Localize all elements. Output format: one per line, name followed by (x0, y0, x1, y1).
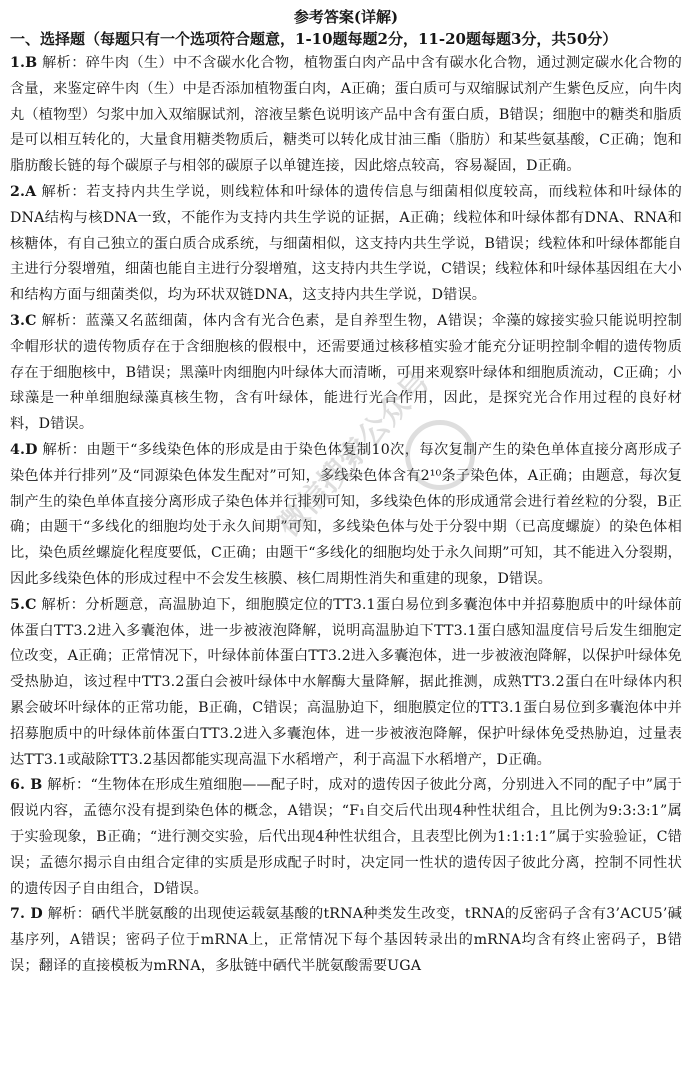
answer-number: 4.D (10, 441, 38, 458)
answer-number: 1.B (10, 55, 38, 71)
section-heading: 一、选择题（每题只有一个选项符合题意，1-10题每题2分，11-20题每题3分，共50分） (10, 30, 618, 48)
answer-number: 3.C (10, 312, 37, 329)
answer-explanation: 解析：“生物体在形成生殖细胞——配子时，成对的遗传因子彼此分离，分别进入不同的配子中”属于假说内容，孟德尔没有提到染色体的概念，A错误；“F₁自交后代出现4种性状组合，且比例为9:3:3:1”属于实验现象，B正确；“进行测交实验，后代出现4种性状组合，且表型比例为1:1:1:1”属于实验验证，C错误；孟德尔揭示自由组合定律的实质是形成配子时时，决定同一性状的遗传因子彼此分离，控制不同性状的遗传因子自由组合，D错误。 (10, 777, 683, 897)
answer-3 (10, 309, 682, 438)
answer-number: 2.A (10, 183, 37, 200)
answer-explanation: 解析：硒代半胱氨酸的出现使运载氨基酸的tRNA种类发生改变，tRNA的反密码子含有3’ACU5’碱基序列，A错误；密码子位于mRNA上，正常情况下每个基因转录出的mRNA均含有终止密码子，B错误；翻译的直接模板为mRNA，多肽链中硒代半胱氨酸需要UGA (10, 906, 682, 974)
answer-2 (10, 180, 682, 309)
answer-number: 6. B (10, 777, 43, 794)
answer-5 (10, 593, 682, 774)
answer-number: 5.C (10, 596, 37, 613)
answer-1 (10, 51, 682, 180)
answer-4 (10, 438, 682, 593)
answer-number: 7. D (10, 906, 43, 923)
page-title: 参考答案(详解) (293, 8, 399, 26)
answer-7 (10, 902, 682, 979)
answer-explanation: 解析：蓝藻又名蓝细菌，体内含有光合色素，是自养型生物，A错误；伞藻的嫁接实验只能说明控制伞帽形状的遗传物质存在于含细胞核的假根中，还需要通过核移植实验才能充分证明控制伞帽的遗传物质存在于细胞核中，B错误；黑藻叶肉细胞内叶绿体大而清晰，可用来观察叶绿体和细胞质流动，C正确；小球藻是一种单细胞绿藻真核生物，含有叶绿体，能进行光合作用，因此，是探究光合作用过程的良好材料，D错误。 (10, 312, 682, 433)
answer-explanation: 解析：分析题意，高温胁迫下，细胞膜定位的TT3.1蛋白易位到多囊泡体中并招募胞质中的叶绿体前体蛋白TT3.2进入多囊泡体，进一步被液泡降解，说明高温胁迫下TT3.1蛋白感知温度信号后发生细胞定位改变，A正确；正常情况下，叶绿体前体蛋白TT3.2进入多囊泡体，进一步被液泡降解，以保护叶绿体免受热胁迫，该过程中TT3.2蛋白会被叶绿体中水解酶大量降解，据此推测，成熟TT3.2蛋白在叶绿体内积累会破坏叶绿体的正常功能，B正确，C错误；高温胁迫下，细胞膜定位的TT3.1蛋白易位到多囊泡体中并招募胞质中的叶绿体前体蛋白TT3.2进入多囊泡体，进一步被液泡降解，保护叶绿体免受热胁迫，过量表达TT3.1或敲除TT3.2基因都能实现高温下水稻增产，利于高温下水稻增产，D正确。 (10, 596, 683, 768)
watermark-text: 微信搜索公众号 (270, 364, 438, 544)
answer-explanation: 解析：碎牛肉（生）中不含碳水化合物，植物蛋白肉产品中含有碳水化合物，通过测定碳水化合物的含量，来鉴定碎牛肉（生）中是否添加植物蛋白肉，A正确；蛋白质可与双缩脲试剂产生紫色反应，向牛肉丸（植物型）匀浆中加入双缩脲试剂，溶液呈紫色说明该产品中含有蛋白质，B错误；细胞中的糖类和脂质是可以相互转化的，大量食用糖类物质后，糖类可以转化成甘油三酯（脂肪）和某些氨基酸，C正确；饱和脂肪酸长链的每个碳原子与相邻的碳原子以单键连接，因此熔点较高，容易凝固，D正确。 (10, 55, 682, 175)
answer-6 (10, 773, 682, 902)
answer-explanation: 解析：由题干“多线染色体的形成是由于染色体复制10次，每次复制产生的染色单体直接分离形成子染色体并行排列”及“同源染色体发生配对”可知，多线染色体含有2¹⁰条子染色体，A正确；由题意，每次复制产生的染色单体直接分离形成子染色体并行排列可知，多线染色体的形成通常会进行着丝粒的分裂，B正确；由题干“多线化的细胞均处于永久间期”可知，多线染色体与处于分裂中期（已高度螺旋）的染色体相比，染色质丝螺旋化程度要低，C正确；由题干“多线化的细胞均处于永久间期”可知，其不能进入分裂期，因此多线染色体的形成过程中不会发生核膜、核仁周期性消失和重建的现象，D错误。 (10, 441, 682, 587)
answer-explanation: 解析：若支持内共生学说，则线粒体和叶绿体的遗传信息与细菌相似度较高，而线粒体和叶绿体的DNA结构与核DNA一致，不能作为支持内共生学说的证据，A正确；线粒体和叶绿体都有DNA、RNA和核糖体，有自己独立的蛋白质合成系统，与细菌相似，这支持内共生学说，B错误；线粒体和叶绿体都能自主进行分裂增殖，细菌也能自主进行分裂增殖，这支持内共生学说，C错误；线粒体和叶绿体基因组在大小和结构方面与细菌类似，均为环状双链DNA，这支持内共生学说，D错误。 (10, 183, 682, 304)
